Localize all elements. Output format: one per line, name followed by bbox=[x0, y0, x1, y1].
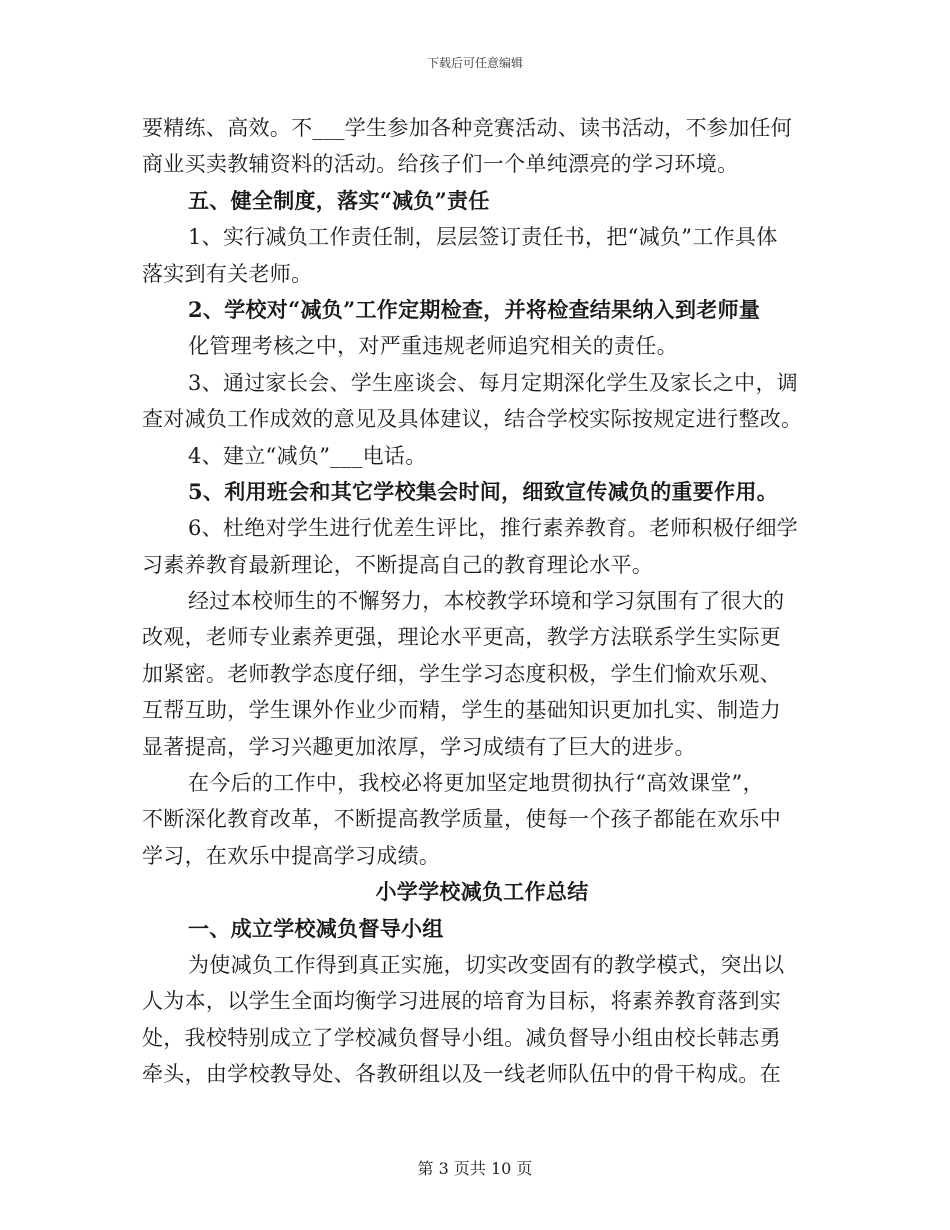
text-line: 五、健全制度，落实“减负”责任 bbox=[188, 187, 490, 213]
text-line: 化管理考核之中，对严重违规老师追究相关的责任。 bbox=[188, 334, 678, 359]
page-header: 下载后可任意编辑 bbox=[426, 56, 523, 70]
text-line: 小学学校减负工作总结 bbox=[375, 879, 589, 905]
text-line: 在今后的工作中，我校必将更加坚定地贯彻执行“高效课堂”， bbox=[188, 771, 764, 796]
text-line: 牵头，由学校教导处、各教研组以及一线老师队伍中的骨干构成。在 bbox=[142, 1062, 781, 1087]
text-line: 互帮互助，学生课外作业少而精，学生的基础知识更加扎实、制造力 bbox=[142, 698, 781, 723]
text-line: 人为本，以学生全面均衡学习进展的培育为目标，将素养教育落到实 bbox=[142, 989, 781, 1014]
text-line: 查对减负工作成效的意见及具体建议，结合学校实际按规定进行整改。 bbox=[142, 407, 803, 432]
text-line: 落实到有关老师。 bbox=[142, 261, 313, 286]
text-line: 2、学校对“减负”工作定期检查，并将检查结果纳入到老师量 bbox=[188, 296, 761, 322]
text-line: 一、成立学校减负督导小组 bbox=[188, 915, 444, 941]
text-line: 显著提高，学习兴趣更加浓厚，学习成绩有了巨大的进步。 bbox=[142, 734, 696, 759]
text-line: 不断深化教育改革，不断提高教学质量，使每一个孩子都能在欢乐中 bbox=[142, 807, 781, 832]
text-line: 4、建立“减负”___电话。 bbox=[188, 443, 427, 468]
text-line: 要精练、高效。不___学生参加各种竞赛活动、读书活动，不参加任何 bbox=[142, 116, 793, 140]
page-footer: 第 3 页共 10 页 bbox=[417, 1159, 533, 1178]
text-line: 处，我校特别成立了学校减负督导小组。减负督导小组由校长韩志勇 bbox=[142, 1025, 781, 1050]
text-line: 3、通过家长会、学生座谈会、每月定期深化学生及家长之中，调 bbox=[188, 370, 799, 395]
document-body bbox=[142, 110, 822, 1093]
text-line: 经过本校师生的不懈努力，本校教学环境和学习氛围有了很大的 bbox=[188, 589, 785, 614]
text-line: 改观，老师专业素养更强，理论水平更高，教学方法联系学生实际更 bbox=[142, 625, 781, 650]
text-line: 学习，在欢乐中提高学习成绩。 bbox=[142, 843, 441, 868]
text-line: 商业买卖教辅资料的活动。给孩子们一个单纯漂亮的学习环境。 bbox=[142, 152, 739, 177]
text-line: 习素养教育最新理论，不断提高自己的教育理论水平。 bbox=[142, 552, 654, 577]
text-line: 6、杜绝对学生进行优差生评比，推行素养教育。老师积极仔细学 bbox=[188, 516, 799, 541]
text-line: 为使减负工作得到真正实施，切实改变固有的教学模式，突出以 bbox=[188, 952, 785, 977]
text-line: 1、实行减负工作责任制，层层签订责任书，把“减负”工作具体 bbox=[188, 225, 778, 250]
text-line: 加紧密。老师教学态度仔细，学生学习态度积极，学生们愉欢乐观、 bbox=[142, 661, 781, 686]
text-line: 5、利用班会和其它学校集会时间，细致宣传减负的重要作用。 bbox=[188, 478, 779, 504]
